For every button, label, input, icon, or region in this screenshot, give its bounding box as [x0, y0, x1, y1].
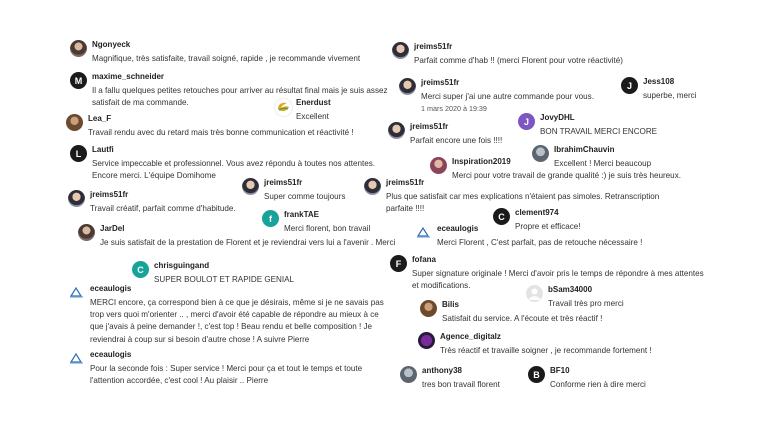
review-text: Travail rendu avec du retard mais très bonne communication et réactivité ! — [88, 128, 354, 137]
user-avatar — [430, 157, 447, 174]
user-avatar — [70, 40, 87, 57]
user-avatar — [518, 113, 535, 130]
user-avatar — [392, 42, 409, 59]
cloud-logo-icon — [68, 350, 85, 367]
review-author: JarDel — [100, 224, 125, 233]
review-author: chrisguingand — [154, 261, 210, 270]
review-text: Excellent — [296, 112, 329, 121]
avatar-initial: B — [533, 369, 540, 380]
user-avatar — [70, 72, 87, 89]
user-avatar — [418, 332, 435, 349]
review-text: Travail créatif, parfait comme d'habitude. — [90, 204, 236, 213]
review-text: Il a fallu quelques petites retouches pour arriver au résultat final mais je suis assez satisfait de ma commande. — [92, 86, 388, 108]
review-author: JovyDHL — [540, 113, 575, 122]
avatar-initial: L — [75, 148, 82, 159]
cloud-logo-icon — [415, 224, 432, 241]
review-text: Parfait comme d'hab !! (merci Florent pour votre réactivité) — [414, 56, 623, 65]
avatar-initial: f — [269, 213, 272, 224]
user-avatar — [364, 178, 381, 195]
review-text: Merci Florent , C'est parfait, pas de retouche nécessaire ! — [437, 238, 643, 247]
review-author: Ngonyeck — [92, 40, 131, 49]
cloud-logo-icon — [68, 284, 85, 301]
avatar-initial: C — [137, 264, 144, 275]
user-avatar — [78, 224, 95, 241]
review-text: SUPER BOULOT ET RAPIDE GENIAL — [154, 275, 295, 284]
review-author: Inspiration2019 — [452, 157, 511, 166]
user-avatar — [399, 78, 416, 95]
review-author: Agence_digitalz — [440, 332, 501, 341]
review-text: Merci super j'ai une autre commande pour vous. — [421, 92, 594, 101]
avatar-initial: J — [523, 116, 529, 127]
review-author: clement974 — [515, 208, 559, 217]
user-avatar — [621, 77, 638, 94]
avatar-initial: J — [626, 80, 632, 91]
review-date: 1 mars 2020 à 19:39 — [421, 104, 487, 113]
review-author: Jess108 — [643, 77, 675, 86]
avatar-initial: M — [74, 75, 83, 86]
user-avatar — [262, 210, 279, 227]
review-author: Bilis — [442, 300, 459, 309]
review-author: anthony38 — [422, 366, 463, 375]
user-avatar — [388, 122, 405, 139]
review-text: Pour la seconde fois : Super service ! Merci pour ça et tout le temps et toute l'attention accordée, c'est cool ! Au plaisir .. Pierre — [90, 364, 363, 386]
review-author: Enerdust — [296, 98, 331, 107]
review-text: Conforme rien à dire merci — [550, 380, 646, 389]
user-avatar — [242, 178, 259, 195]
review-text: Parfait encore une fois !!!! — [410, 136, 503, 145]
review-text: Travail très pro merci — [548, 299, 624, 308]
review-text: Très réactif et travaille soigner , je recommande fortement ! — [440, 346, 652, 355]
user-avatar — [66, 114, 83, 131]
review-text: Merci pour votre travail de grande qualité :) je suis très heureux. — [452, 171, 681, 180]
review-author: jreims51fr — [421, 78, 460, 87]
review-author: jreims51fr — [90, 190, 129, 199]
user-avatar — [390, 255, 407, 272]
review-author: eceaulogis — [90, 284, 132, 293]
review-text: Magnifique, très satisfaite, travail soigné, rapide , je recommande vivement — [92, 54, 361, 63]
review-author: frankTAE — [284, 210, 319, 219]
review-author: fofana — [412, 255, 436, 264]
review-text: Merci florent, bon travail — [284, 224, 371, 233]
review-text: Satisfait du service. A l'écoute et très réactif ! — [442, 314, 603, 323]
default-avatar-icon — [526, 285, 543, 302]
user-avatar — [400, 366, 417, 383]
review-text: Excellent ! Merci beaucoup — [554, 159, 652, 168]
review-author: maxime_schneider — [92, 72, 165, 81]
review-text: Service impeccable et professionnel. Vous avez répondu à toutes nos attentes. Encore merci. L'équipe Domihome — [92, 159, 376, 181]
review-author: Lautfi — [92, 145, 114, 154]
avatar-initial: F — [395, 258, 402, 269]
review-author: jreims51fr — [414, 42, 453, 51]
brand-logo-icon — [274, 98, 293, 117]
review-text: MERCI encore, ça correspond bien à ce que je désirais, même si je ne savais pas trop vers quoi m'orienter .. , merci d'avoir été capable de répondre au mieux à ce que j'avais à peine demander !, c'est top ! Beau rendu et belle composition ! Je reviendrai à coup sur si besoin d'autre chose ! A suivre Pierre — [90, 298, 384, 344]
review-author: jreims51fr — [386, 178, 425, 187]
review-author: jreims51fr — [264, 178, 303, 187]
review-text: Je suis satisfait de la prestation de Florent et je reviendrai vers lui a l'avenir . Merci — [100, 238, 396, 247]
review-author: eceaulogis — [90, 350, 132, 359]
review-author: jreims51fr — [410, 122, 449, 131]
user-avatar — [132, 261, 149, 278]
user-avatar — [532, 145, 549, 162]
user-avatar — [68, 190, 85, 207]
review-text: Super comme toujours — [264, 192, 346, 201]
review-text: tres bon travail florent — [422, 380, 500, 389]
avatar-initial: C — [498, 211, 505, 222]
user-avatar — [420, 300, 437, 317]
review-text: superbe, merci — [643, 91, 697, 100]
review-text: Plus que satisfait car mes explications n'étaient pas simoles. Retranscription parfaite !!!! — [386, 192, 660, 214]
review-author: eceaulogis — [437, 224, 479, 233]
review-text: Super signature originale ! Merci d'avoir pris le temps de répondre à mes attentes et modifications. — [412, 269, 704, 291]
review-author: IbrahimChauvin — [554, 145, 615, 154]
review-author: Lea_F — [88, 114, 112, 123]
user-avatar — [528, 366, 545, 383]
review-author: bSam34000 — [548, 285, 593, 294]
review-text: Propre et efficace! — [515, 222, 581, 231]
review-text: BON TRAVAIL MERCI ENCORE — [540, 127, 658, 136]
review-author: BF10 — [550, 366, 570, 375]
user-avatar — [70, 145, 87, 162]
user-avatar — [493, 208, 510, 225]
